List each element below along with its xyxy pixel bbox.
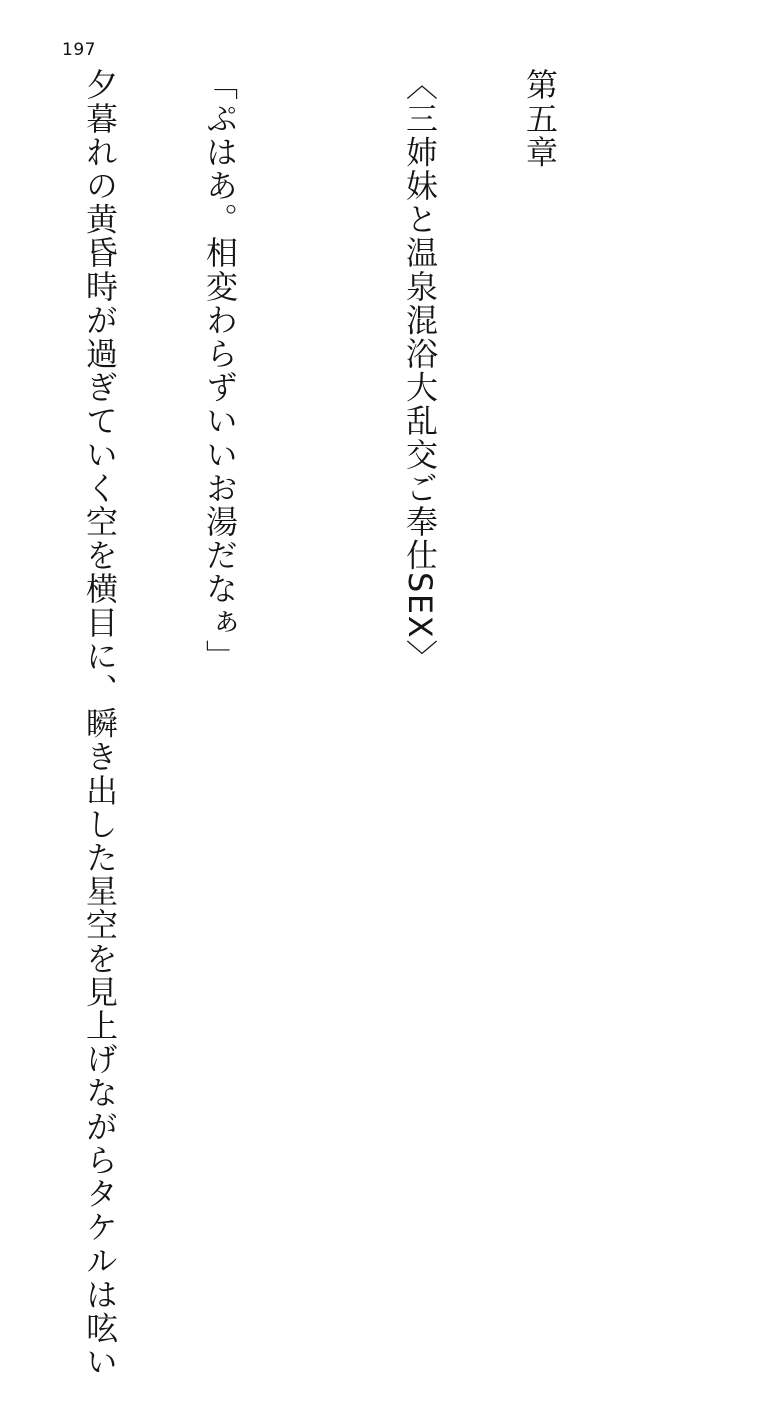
page-number: 197 <box>62 40 96 60</box>
chapter-heading <box>320 68 640 1058</box>
text-line: 夕暮れの黄昏時が過ぎていく空を横目に、瞬き出した星空を見上げながらタケルは呟い <box>81 68 119 1379</box>
chapter-title: 〈三姉妹と温泉混浴大乱交ご奉仕SEX〉 <box>401 68 439 673</box>
chapter-number: 第五章 <box>521 68 559 169</box>
vertical-text-body <box>0 68 720 1379</box>
text-line: 「ぷはあ。相変わらずいいお湯だなぁ」 <box>201 68 239 673</box>
